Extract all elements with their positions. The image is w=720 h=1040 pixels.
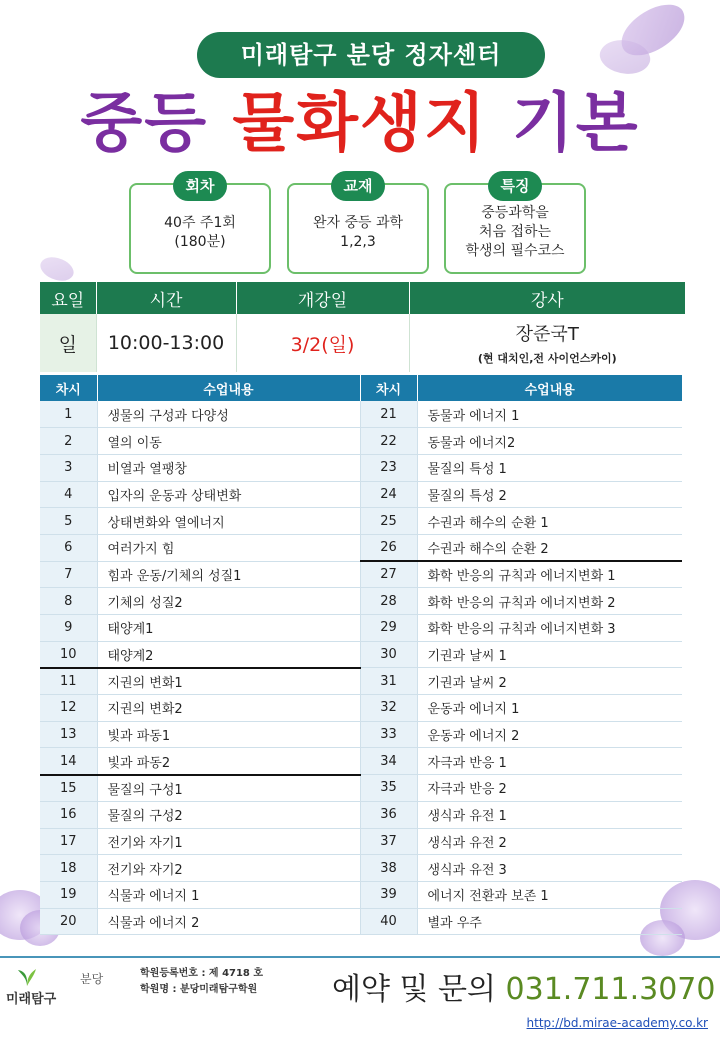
session-topic: 전기와 자기1 [97,828,360,855]
session-topic: 전기와 자기2 [97,855,360,882]
schedule-header: 강사 [409,282,685,314]
session-topic: 운동과 에너지 2 [417,721,682,748]
session-number: 38 [360,855,417,882]
info-box-textbook [287,177,429,274]
session-topic: 별과 우주 [417,908,682,935]
schedule-teacher [409,314,685,372]
table-row [40,695,682,722]
session-number: 22 [360,428,417,455]
title-part-2: 물화생지 [232,87,488,161]
table-row [40,454,682,481]
info-tag: 회차 [173,171,227,201]
table-row [40,828,682,855]
contact-info [332,964,715,1008]
session-topic: 자극과 반응 1 [417,748,682,775]
curriculum-header: 수업내용 [417,375,682,401]
table-row [40,801,682,828]
session-topic: 운동과 에너지 1 [417,695,682,722]
session-topic: 식물과 에너지 2 [97,908,360,935]
schedule-day: 일 [40,314,96,372]
page-title [0,82,720,166]
table-row [40,641,682,668]
session-number: 14 [40,748,97,775]
session-number: 16 [40,801,97,828]
session-topic: 지권의 변화1 [97,668,360,695]
schedule-header: 개강일 [236,282,409,314]
session-topic: 물질의 특성 2 [417,481,682,508]
table-row [40,748,682,775]
registration-number: 학원등록번호 : 제 4718 호 [140,968,264,979]
session-number: 12 [40,695,97,722]
session-number: 17 [40,828,97,855]
session-topic: 생물의 구성과 다양성 [97,401,360,428]
session-number: 9 [40,615,97,642]
session-number: 23 [360,454,417,481]
schedule-start-date: 3/2(일) [236,314,409,372]
info-text: 40주 주1회 (180분) [164,214,236,250]
session-topic: 생식과 유전 2 [417,828,682,855]
schedule-time: 10:00-13:00 [96,314,236,372]
curriculum-header: 차시 [40,375,97,401]
session-topic: 동물과 에너지 1 [417,401,682,428]
table-row [40,561,682,588]
table-row [40,855,682,882]
title-part-3: 기본 [511,87,640,161]
table-row [40,508,682,535]
session-number: 35 [360,775,417,802]
session-topic: 생식과 유전 3 [417,855,682,882]
session-number: 40 [360,908,417,935]
session-number: 11 [40,668,97,695]
schedule-table [40,282,685,372]
academy-logo [6,966,76,1010]
session-number: 34 [360,748,417,775]
session-topic: 수권과 해수의 순환 1 [417,508,682,535]
session-number: 1 [40,401,97,428]
session-number: 8 [40,588,97,615]
contact-label: 예약 및 문의 [332,972,496,1007]
session-topic: 열의 이동 [97,428,360,455]
session-number: 13 [40,721,97,748]
session-number: 30 [360,641,417,668]
session-number: 27 [360,561,417,588]
session-number: 4 [40,481,97,508]
session-topic: 동물과 에너지2 [417,428,682,455]
table-row [40,588,682,615]
table-row [40,668,682,695]
academy-name: 학원명 : 분당미래탐구학원 [140,984,258,995]
session-number: 19 [40,881,97,908]
table-row [40,721,682,748]
session-number: 21 [360,401,417,428]
session-topic: 식물과 에너지 1 [97,881,360,908]
session-topic: 기권과 날씨 1 [417,641,682,668]
table-row [40,881,682,908]
phone-number[interactable]: 031.711.3070 [505,972,716,1007]
session-number: 28 [360,588,417,615]
session-topic: 화학 반응의 규칙과 에너지변화 1 [417,561,682,588]
session-number: 31 [360,668,417,695]
session-number: 32 [360,695,417,722]
session-number: 6 [40,534,97,561]
schedule-header: 시간 [96,282,236,314]
table-row [40,615,682,642]
session-number: 20 [40,908,97,935]
session-number: 29 [360,615,417,642]
registration-info [140,966,263,998]
session-number: 36 [360,801,417,828]
session-topic: 생식과 유전 1 [417,801,682,828]
footer-divider [0,956,720,958]
session-number: 3 [40,454,97,481]
session-topic: 지권의 변화2 [97,695,360,722]
curriculum-table [40,375,682,935]
session-topic: 에너지 전환과 보존 1 [417,881,682,908]
session-topic: 수권과 해수의 순환 2 [417,534,682,561]
teacher-name: 장준국T [515,324,579,345]
table-row [40,775,682,802]
session-topic: 빛과 파동2 [97,748,360,775]
session-topic: 태양계1 [97,615,360,642]
table-row [40,908,682,935]
session-topic: 힘과 운동/기체의 성질1 [97,561,360,588]
session-topic: 기권과 날씨 2 [417,668,682,695]
session-topic: 물질의 구성2 [97,801,360,828]
info-box-feature [444,177,586,274]
info-text: 완자 중등 과학 1,2,3 [312,214,404,250]
schedule-header: 요일 [40,282,96,314]
session-number: 33 [360,721,417,748]
curriculum-body [40,401,682,935]
session-topic: 물질의 구성1 [97,775,360,802]
center-name-badge: 미래탐구 분당 정자센터 [197,32,545,78]
session-topic: 화학 반응의 규칙과 에너지변화 2 [417,588,682,615]
session-number: 7 [40,561,97,588]
table-row [40,401,682,428]
session-number: 5 [40,508,97,535]
info-text: 중등과학을 처음 접하는 학생의 필수코스 [465,205,565,259]
leaf-logo-icon [16,966,38,988]
curriculum-header: 수업내용 [97,375,360,401]
session-topic: 물질의 특성 1 [417,454,682,481]
branch-label: 분당 [80,972,104,986]
session-number: 15 [40,775,97,802]
session-number: 2 [40,428,97,455]
table-row [40,481,682,508]
session-topic: 비열과 열팽창 [97,454,360,481]
session-topic: 빛과 파동1 [97,721,360,748]
curriculum-header: 차시 [360,375,417,401]
session-topic: 입자의 운동과 상태변화 [97,481,360,508]
teacher-career: (현 대치인,전 사이언스카이) [477,352,617,365]
session-topic: 화학 반응의 규칙과 에너지변화 3 [417,615,682,642]
website-link[interactable]: http://bd.mirae-academy.co.kr [526,1016,708,1030]
table-row [40,534,682,561]
title-part-1: 중등 [80,87,209,161]
session-topic: 자극과 반응 2 [417,775,682,802]
info-box-sessions [129,177,271,274]
session-topic: 상태변화와 열에너지 [97,508,360,535]
session-number: 37 [360,828,417,855]
table-row [40,428,682,455]
session-number: 24 [360,481,417,508]
session-number: 10 [40,641,97,668]
session-topic: 기체의 성질2 [97,588,360,615]
session-topic: 여러가지 힘 [97,534,360,561]
session-topic: 태양계2 [97,641,360,668]
logo-text: 미래탐구 [6,992,57,1007]
session-number: 18 [40,855,97,882]
info-tag: 특징 [488,171,542,201]
session-number: 26 [360,534,417,561]
info-tag: 교재 [331,171,385,201]
session-number: 25 [360,508,417,535]
session-number: 39 [360,881,417,908]
